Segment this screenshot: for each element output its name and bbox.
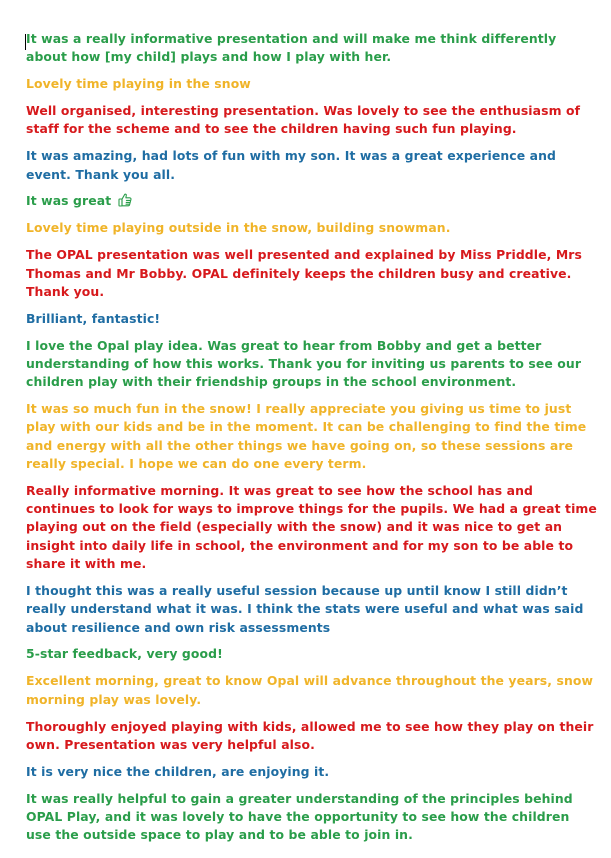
feedback-comment-11: Really informative morning. It was great to see how the school has and continues to look for ways to improve things for the pupils. We had a great time playing out on the field (especially with the snow) and it was nice to get an insight into daily life in school, the environment and for my son to be able to share it with me.	[26, 482, 597, 572]
feedback-comment-9: I love the Opal play idea. Was great to hear from Bobby and get a better understanding of how this works. Thank you for inviting us parents to see our children play with their friendship groups in the school environment.	[26, 337, 582, 390]
feedback-comment-17: It was really helpful to gain a greater understanding of the principles behind OPAL Play, and it was lovely to have the opportunity to see how the children use the outside space to play and to be able to join in.	[26, 790, 573, 843]
feedback-comment-1: It was a really informative presentation and will make me think differently about how [my child] plays and how I play with her.	[26, 31, 557, 65]
feedback-comment-8: Brilliant, fantastic!	[26, 310, 161, 326]
feedback-comment-13: 5-star feedback, very good!	[26, 646, 223, 662]
feedback-comment-14: Excellent morning, great to know Opal will advance throughout the years, snow morning play was lovely.	[26, 673, 594, 707]
feedback-comment-10: It was so much fun in the snow! I really appreciate you giving us time to just play with our kids and be in the moment. It can be challenging to find the time and energy with all the other things we have going on, so these sessions are really special. I hope we can do one every term.	[26, 401, 587, 471]
feedback-comment-7: The OPAL presentation was well presented and explained by Miss Priddle, Mrs Thomas and Mr Bobby. OPAL definitely keeps the children busy and creative. Thank you.	[26, 247, 582, 299]
feedback-comment-4: It was amazing, had lots of fun with my son. It was a great experience and event. Thank you all.	[26, 148, 556, 182]
feedback-comment-2: Lovely time playing in the snow	[26, 76, 251, 92]
feedback-list	[26, 30, 598, 844]
feedback-comment-5	[26, 192, 598, 210]
feedback-comment-3: Well organised, interesting presentation. Was lovely to see the enthusiasm of staff for the scheme and to see the children having such fun playing.	[26, 103, 581, 137]
feedback-comment-15: Thoroughly enjoyed playing with kids, allowed me to see how they play on their own. Presentation was very helpful also.	[26, 718, 594, 752]
thumbs-up-icon	[117, 192, 133, 208]
feedback-comment-6: Lovely time playing outside in the snow, building snowman.	[26, 220, 451, 236]
feedback-comment-12: I thought this was a really useful session because up until know I still didn’t really understand what it was. I think the stats were useful and what was said about resilience and own risk assessments	[26, 582, 584, 635]
feedback-comment-5-text: It was great	[26, 193, 112, 209]
feedback-comment-16: It is very nice the children, are enjoying it.	[26, 763, 330, 779]
